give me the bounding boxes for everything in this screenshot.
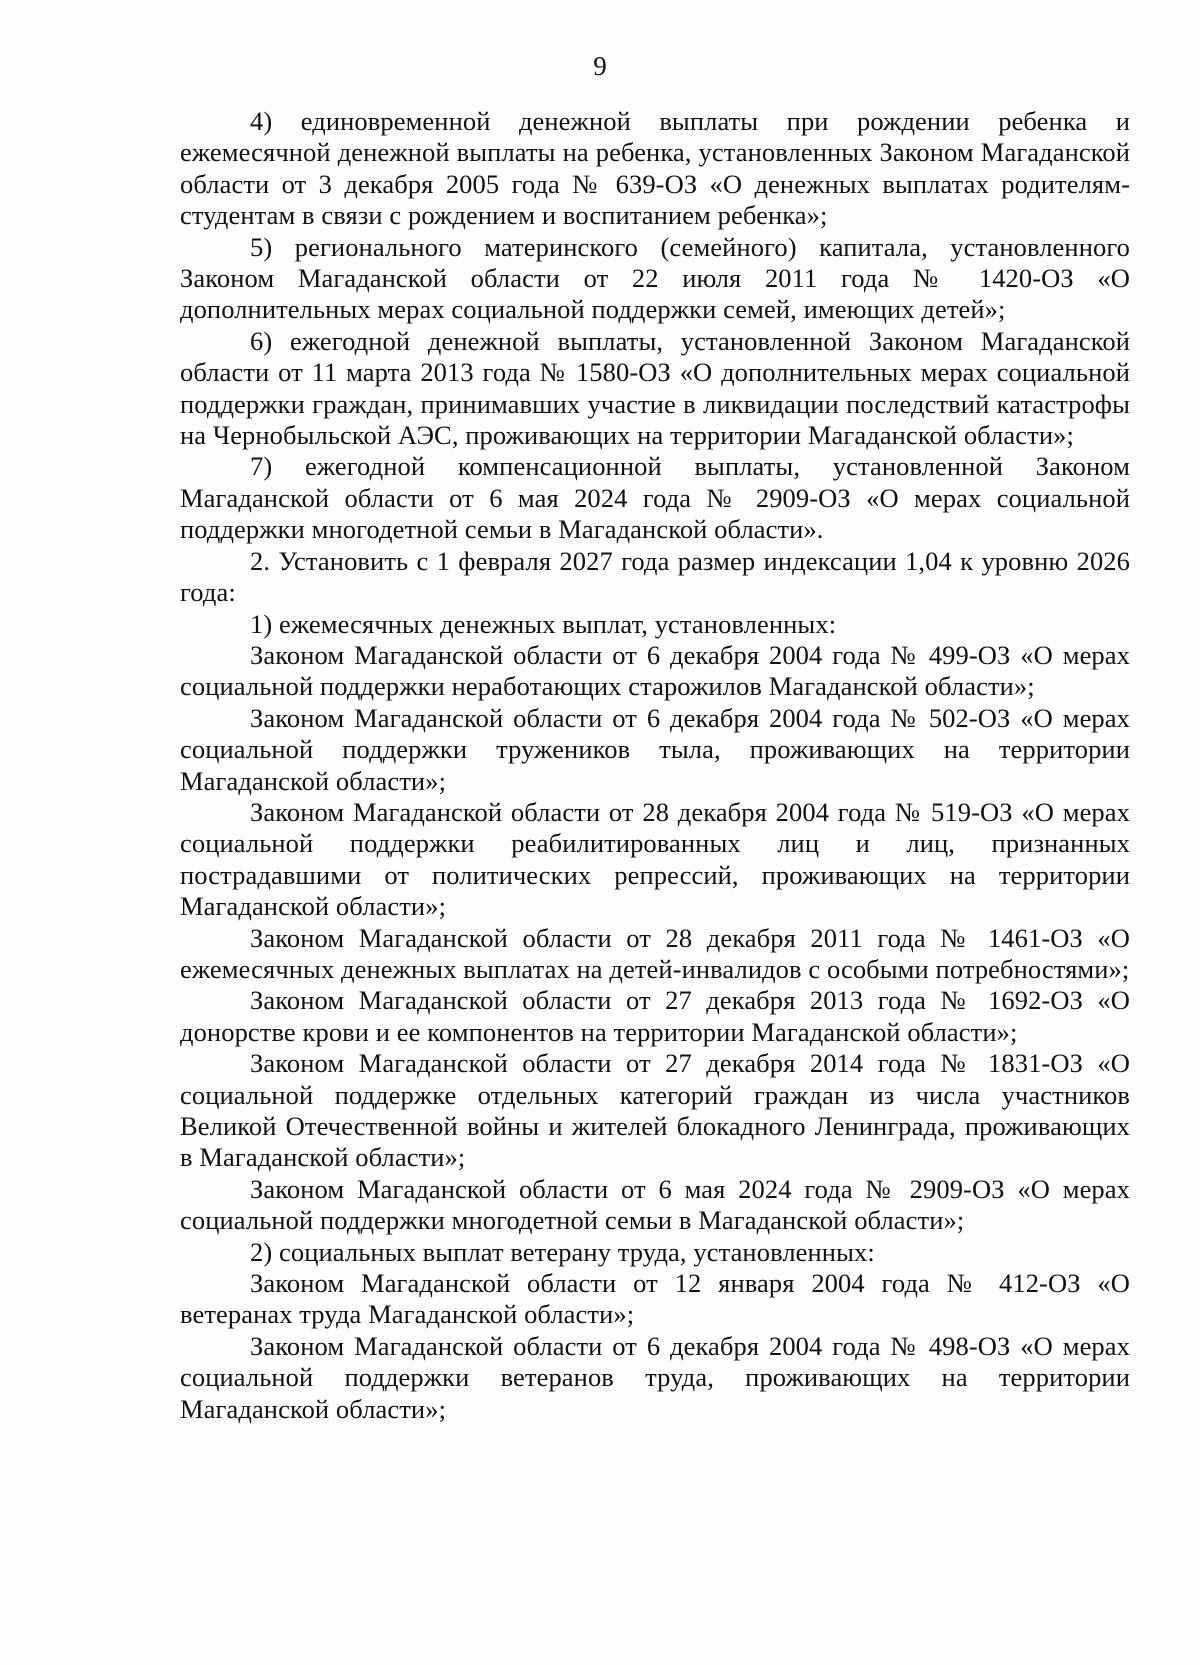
paragraph-subitem-1: 1) ежемесячных денежных выплат, установленных: — [250, 608, 837, 639]
paragraph-law-2909: Законом Магаданской области от 6 мая 2024 года № 2909-ОЗ «О мерах социальной поддержки многодетной семьи в Магаданской области»; — [180, 1173, 1130, 1236]
paragraph-item-5: 5) регионального материнского (семейного) капитала, установленного Законом Магаданской области от 22 июля 2011 года № 1420-ОЗ «О дополнительных мерах социальной поддержки семей, имеющих детей»; — [180, 231, 1130, 325]
paragraph-law-499: Законом Магаданской области от 6 декабря 2004 года № 499-ОЗ «О мерах социальной поддержки неработающих старожилов Магаданской области»; — [180, 639, 1130, 702]
paragraph-law-1692: Законом Магаданской области от 27 декабря 2013 года № 1692-ОЗ «О донорстве крови и ее компонентов на территории Магаданской области»; — [180, 985, 1130, 1047]
paragraph-law-1461: Законом Магаданской области от 28 декабря 2011 года № 1461-ОЗ «О ежемесячных денежных выплатах на детей-инвалидов с особыми потребностями»; — [180, 922, 1130, 984]
paragraph-item-6: 6) ежегодной денежной выплаты, установленной Законом Магаданской области от 11 марта 2013 года № 1580-ОЗ «О дополнительных мерах социальной поддержки граждан, принимавших участие в ликвидации последствий катастрофы на Чернобыльской АЭС, проживающих на территории Магаданской области»; — [180, 325, 1130, 451]
paragraph-law-412: Законом Магаданской области от 12 января 2004 года № 412-ОЗ «О ветеранах труда Магаданской области»; — [180, 1268, 1130, 1330]
paragraph-item-4: 4) единовременной денежной выплаты при рождении ребенка и ежемесячной денежной выплаты на ребенка, установленных Законом Магаданской области от 3 декабря 2005 года № 639-ОЗ «О денежных выплатах родителям-студентам в связи с рождением и воспитанием ребенка»; — [180, 106, 1130, 231]
paragraph-section-2: 2. Установить с 1 февраля 2027 года размер индексации 1,04 к уровню 2026 года: — [180, 545, 1130, 608]
paragraph-law-502: Законом Магаданской области от 6 декабря 2004 года № 502-ОЗ «О мерах социальной поддержки тружеников тыла, проживающих на территории Магаданской области»; — [180, 702, 1130, 796]
document-body — [180, 106, 1130, 1425]
paragraph-law-1831: Законом Магаданской области от 27 декабря 2014 года № 1831-ОЗ «О социальной поддержке отдельных категорий граждан из числа участников Великой Отечественной войны и жителей блокадного Ленинграда, проживающих в Магаданской области»; — [180, 1048, 1130, 1173]
paragraph-item-7: 7) ежегодной компенсационной выплаты, установленной Законом Магаданской области от 6 мая 2024 года № 2909-ОЗ «О мерах социальной поддержки многодетной семьи в Магаданской области». — [180, 451, 1130, 545]
paragraph-law-519: Законом Магаданской области от 28 декабря 2004 года № 519-ОЗ «О мерах социальной поддержки реабилитированных лиц и лиц, признанных пострадавшими от политических репрессий, проживающих на территории Магаданской области»; — [180, 796, 1130, 922]
paragraph-subitem-2: 2) социальных выплат ветерану труда, установленных: — [250, 1236, 875, 1267]
page-number: 9 — [593, 51, 607, 81]
paragraph-law-498: Законом Магаданской области от 6 декабря 2004 года № 498-ОЗ «О мерах социальной поддержки ветеранов труда, проживающих на территории Магаданской области»; — [180, 1330, 1130, 1424]
